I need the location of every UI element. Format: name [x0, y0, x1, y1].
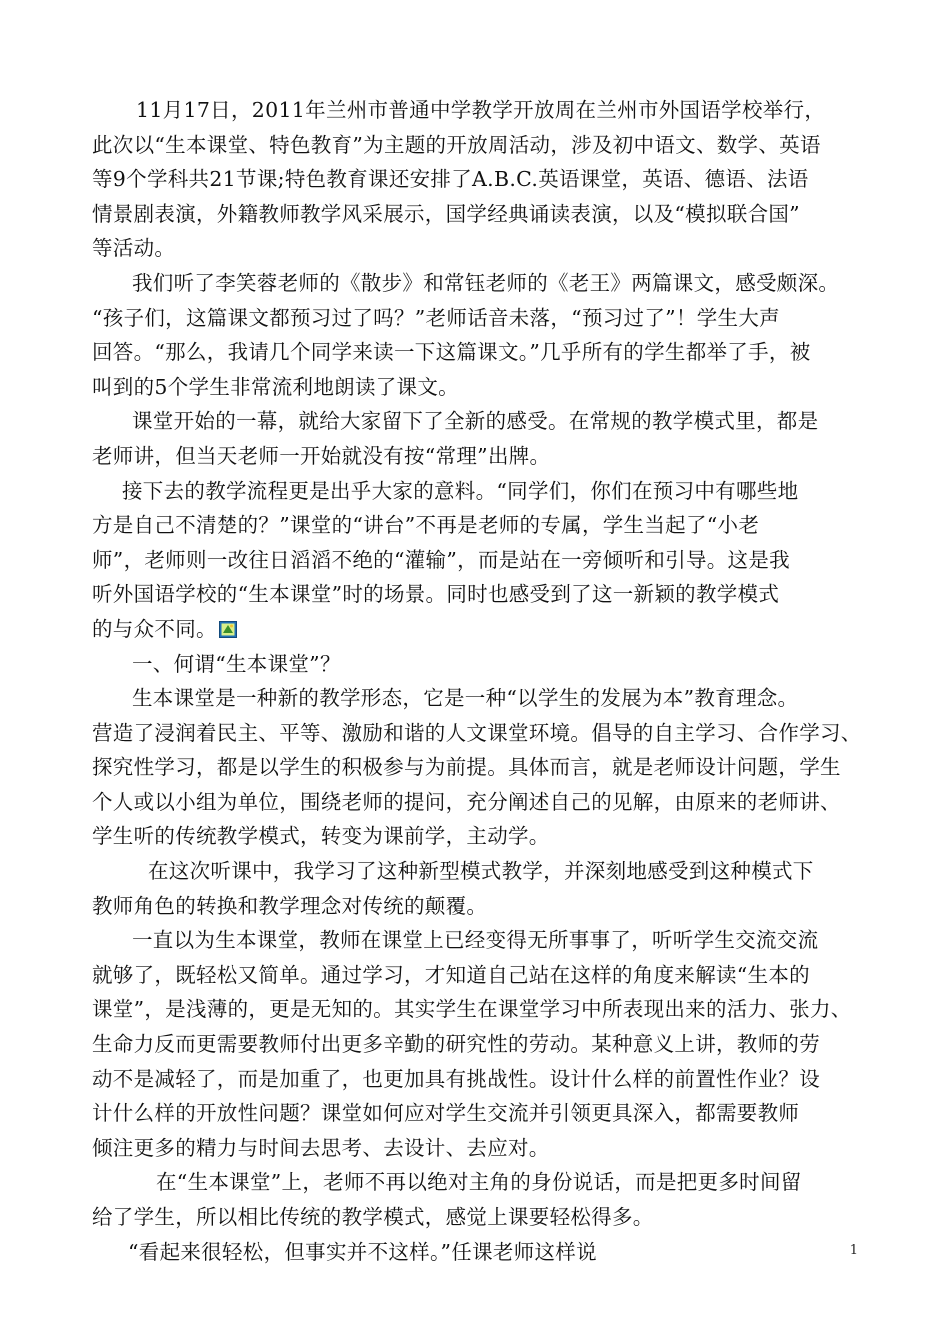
text-line [92, 301, 867, 336]
text-line-content: 生命力反而更需要教师付出更多辛勤的研究性的劳动。某种意义上讲，教师的劳 [92, 1032, 820, 1057]
text-line-content: 听外国语学校的“生本课堂”时的场景。同时也感受到了这一新颖的教学模式 [92, 582, 780, 607]
text-line-content: 此次以“生本课堂、特色教育”为主题的开放周活动，涉及初中语文、数学、英语 [92, 132, 821, 157]
text-line [92, 128, 867, 163]
text-line [92, 854, 867, 889]
text-line [92, 750, 867, 785]
text-line [92, 508, 867, 543]
text-line [92, 439, 867, 474]
text-line-content: 计什么样的开放性问题？课堂如何应对学生交流并引领更具深入，都需要教师 [92, 1101, 800, 1126]
text-line [92, 1096, 867, 1131]
text-line-content: 动不是减轻了，而是加重了，也更加具有挑战性。设计什么样的前置性作业？设 [92, 1066, 820, 1091]
text-line [92, 1165, 867, 1200]
text-line [92, 612, 867, 647]
text-line-content: 课堂”，是浅薄的，更是无知的。其实学生在课堂学习中所表现出来的活力、张力、 [92, 997, 852, 1022]
text-line-content: 等9个学科共21节课;特色教育课还安排了A.B.C.英语课堂，英语、德语、法语 [92, 167, 809, 192]
text-line-content: 给了学生，所以相比传统的教学模式，感觉上课要轻松得多。 [92, 1205, 654, 1229]
text-line-content: 教师角色的转换和教学理念对传统的颠覆。 [92, 893, 488, 918]
text-line-content: 营造了浸润着民主、平等、激励和谐的人文课堂环境。倡导的自主学习、合作学习、 [92, 720, 862, 745]
text-line-content: 倾注更多的精力与时间去思考、去设计、去应对。 [92, 1135, 550, 1160]
text-line-content: 个人或以小组为单位，围绕老师的提问，充分阐述自己的见解，由原来的老师讲、 [92, 789, 841, 814]
text-line [92, 231, 867, 266]
text-line [92, 197, 867, 232]
text-line [92, 543, 867, 578]
text-line-content: 在“生本课堂”上，老师不再以绝对主角的身份说话，而是把更多时间留 [156, 1170, 802, 1195]
text-line [92, 404, 867, 439]
text-line-content: 等活动。 [92, 236, 176, 261]
text-line-content: 一直以为生本课堂，教师在课堂上已经变得无所事事了，听听学生交流交流 [132, 928, 819, 953]
text-line [92, 819, 867, 854]
text-line-content: 探究性学习，都是以学生的积极参与为前提。具体而言，就是老师设计问题，学生 [92, 755, 841, 780]
text-line [92, 335, 867, 370]
text-line-content: 方是自己不清楚的？”课堂的“讲台”不再是老师的专属，学生当起了“小老 [92, 513, 760, 538]
text-line [92, 1235, 867, 1270]
text-line-content: “孩子们，这篇课文都预习过了吗？”老师话音未落，“预习过了”！学生大声 [92, 305, 780, 330]
text-line [92, 889, 867, 924]
text-line-content: 老师讲，但当天老师一开始就没有按“常理”出牌。 [92, 443, 551, 468]
text-line-content: 我们听了李笑蓉老师的《散步》和常钰老师的《老王》两篇课文，感受颇深。 [132, 270, 840, 295]
text-line-content: 学生听的传统教学模式，转变为课前学，主动学。 [92, 824, 550, 849]
text-line-content: 情景剧表演，外籍教师教学风采展示，国学经典诵读表演，以及“模拟联合国” [92, 201, 800, 226]
text-line-content: “看起来很轻松，但事实并不这样。”任课老师这样说 [128, 1239, 597, 1264]
text-line-content: 课堂开始的一幕，就给大家留下了全新的感受。在常规的教学模式里，都是 [132, 409, 819, 434]
text-line-content: 在这次听课中，我学习了这种新型模式教学，并深刻地感受到这种模式下 [148, 859, 814, 884]
attachment-icon[interactable] [219, 614, 237, 631]
text-line [92, 474, 867, 509]
text-line-content: 师”，老师则一改往日滔滔不绝的“灌输”，而是站在一旁倾听和引导。这是我 [92, 547, 790, 572]
text-line [92, 93, 867, 128]
text-line [92, 923, 867, 958]
text-line [92, 1062, 867, 1097]
text-line [92, 577, 867, 612]
page-number: 1 [849, 1243, 858, 1258]
document-body [92, 93, 867, 1269]
text-line [92, 958, 867, 993]
text-line [92, 992, 867, 1027]
text-line [92, 1131, 867, 1166]
text-line [92, 370, 867, 405]
text-line-content: 的与众不同。 [92, 616, 217, 641]
text-line [92, 266, 867, 301]
text-line-content: 回答。“那么，我请几个同学来读一下这篇课文。”几乎所有的学生都举了手，被 [92, 340, 811, 365]
text-line-content: 就够了，既轻松又简单。通过学习，才知道自己站在这样的角度来解读“生本的 [92, 962, 810, 987]
text-line [92, 162, 867, 197]
text-line [92, 1200, 867, 1235]
text-line-content: 生本课堂是一种新的教学形态，它是一种“以学生的发展为本”教育理念。 [132, 686, 799, 711]
text-line [92, 785, 867, 820]
text-line [92, 716, 867, 751]
text-line [92, 1027, 867, 1062]
text-line [92, 647, 867, 682]
text-line-content: 叫到的5个学生非常流利地朗读了课文。 [92, 374, 459, 399]
text-line [92, 681, 867, 716]
text-line-content: 11月17日，2011年兰州市普通中学教学开放周在兰州市外国语学校举行， [136, 98, 826, 122]
text-line-content: 接下去的教学流程更是出乎大家的意料。“同学们，你们在预习中有哪些地 [122, 478, 799, 503]
text-line-content: 一、何谓“生本课堂”？ [132, 651, 341, 676]
